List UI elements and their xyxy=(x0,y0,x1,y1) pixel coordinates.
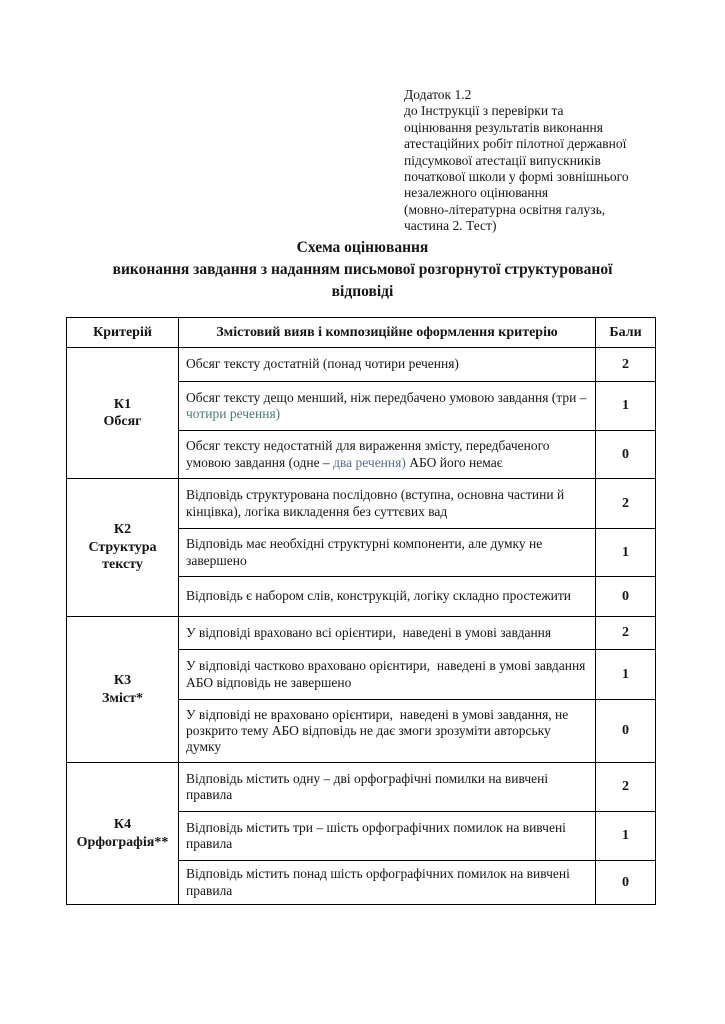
description-text: Відповідь має необхідні структурні компоненти, але думку не завершено xyxy=(186,536,546,568)
score-cell: 1 xyxy=(596,382,656,431)
annex-line: незалежного оцінювання xyxy=(404,185,549,201)
description-cell xyxy=(179,763,596,812)
criterion-label-line: Обсяг xyxy=(103,414,142,429)
annex-line: атестаційних робіт пілотної державної xyxy=(404,136,627,152)
criterion-label-line: К4 xyxy=(113,817,132,832)
description-cell xyxy=(179,700,596,763)
criterion-cell-1 xyxy=(67,348,179,479)
annex-line: частина 2. Тест) xyxy=(404,218,497,234)
description-cell xyxy=(179,348,596,382)
criterion-cell-3 xyxy=(67,617,179,763)
score-cell: 2 xyxy=(596,479,656,529)
description-text: У відповіді не враховано орієнтири, наведені в умові завдання, не розкрито тему АБО відповідь не дає змоги зрозуміти авторську думку xyxy=(186,706,572,755)
rubric-row xyxy=(67,763,656,812)
description-cell xyxy=(179,431,596,479)
annex-line: Додаток 1.2 xyxy=(404,87,472,102)
page-title-line: відповіді xyxy=(331,283,394,300)
description-text: Відповідь містить три – шість орфографічних помилок на вивчені правила xyxy=(186,819,570,851)
rubric-table xyxy=(66,317,656,905)
annex-line: оцінювання результатів виконання xyxy=(404,119,603,135)
score-cell: 1 xyxy=(596,650,656,700)
highlighted-phrase: два речення) xyxy=(333,454,406,470)
header-score: Бали xyxy=(596,318,656,348)
score-cell: 1 xyxy=(596,812,656,861)
description-cell xyxy=(179,650,596,700)
highlighted-phrase: чотири речення) xyxy=(186,406,281,421)
annex-line: до Інструкції з перевірки та xyxy=(404,103,564,119)
description-text: Обсяг тексту достатній (понад чотири речення) xyxy=(186,356,459,372)
criterion-cell-4 xyxy=(67,763,179,905)
description-cell xyxy=(179,479,596,529)
rubric-row xyxy=(67,479,656,529)
score-cell: 0 xyxy=(596,431,656,479)
description-cell xyxy=(179,577,596,617)
description-text: У відповіді враховано всі орієнтири, наведені в умові завдання xyxy=(186,624,552,640)
annex-line: підсумкової атестації випускників xyxy=(404,152,601,168)
description-text: Обсяг тексту дещо менший, ніж передбачено умовою завдання (три – xyxy=(186,389,590,405)
score-cell: 2 xyxy=(596,617,656,650)
score-cell: 0 xyxy=(596,861,656,905)
description-cell xyxy=(179,617,596,650)
rubric-row xyxy=(67,348,656,382)
description-text: У відповіді частково враховано орієнтири, наведені в умові завдання АБО відповідь не завершено xyxy=(186,658,589,690)
criterion-cell-2 xyxy=(67,479,179,617)
criterion-label-line: К2 xyxy=(113,522,132,538)
description-cell xyxy=(179,861,596,905)
score-cell: 1 xyxy=(596,529,656,577)
criterion-label-line: тексту xyxy=(102,557,143,573)
criterion-label-line: Структура xyxy=(88,539,157,555)
annex-line: (мовно-літературна освітня галузь, xyxy=(404,201,606,217)
description-cell xyxy=(179,382,596,431)
page-title-line: виконання завдання з наданням письмової розгорнутої структурованої xyxy=(112,261,613,278)
page-title-line: Схема оцінювання xyxy=(296,239,429,256)
criterion-label-line: К1 xyxy=(113,396,132,412)
annex-line: початкової школи у формі зовнішнього xyxy=(404,169,629,185)
criterion-label-line: К3 xyxy=(113,673,132,688)
description-text: Відповідь містить понад шість орфографічних помилок на вивчені правила xyxy=(186,866,574,898)
description-text: Обсяг тексту недостатній для вираження змісту, передбаченого умовою завдання (одне – xyxy=(186,438,553,470)
description-cell xyxy=(179,812,596,861)
table-header-row xyxy=(67,318,656,348)
header-criterion: Критерій xyxy=(67,318,179,348)
description-text: Відповідь є набором слів, конструкцій, логіку складно простежити xyxy=(186,588,572,604)
score-cell: 0 xyxy=(596,700,656,763)
criterion-label-line: Зміст* xyxy=(102,690,143,706)
score-cell: 2 xyxy=(596,763,656,812)
header-description: Змістовий вияв і композиційне оформлення критерію xyxy=(179,318,596,348)
annex-reference-block xyxy=(404,87,714,235)
score-cell: 2 xyxy=(596,348,656,382)
description-text: Відповідь структурована послідовно (вступна, основна частини й кінцівка), логіка викладення без суттєвих вад xyxy=(186,487,568,519)
description-text: АБО його немає xyxy=(405,454,503,470)
description-text: Відповідь містить одну – дві орфографічні помилки на вивчені правила xyxy=(186,770,552,802)
criterion-label-line: Орфографія** xyxy=(76,834,169,850)
score-cell: 0 xyxy=(596,577,656,617)
description-cell xyxy=(179,529,596,577)
rubric-row xyxy=(67,617,656,650)
page-title xyxy=(0,237,725,303)
